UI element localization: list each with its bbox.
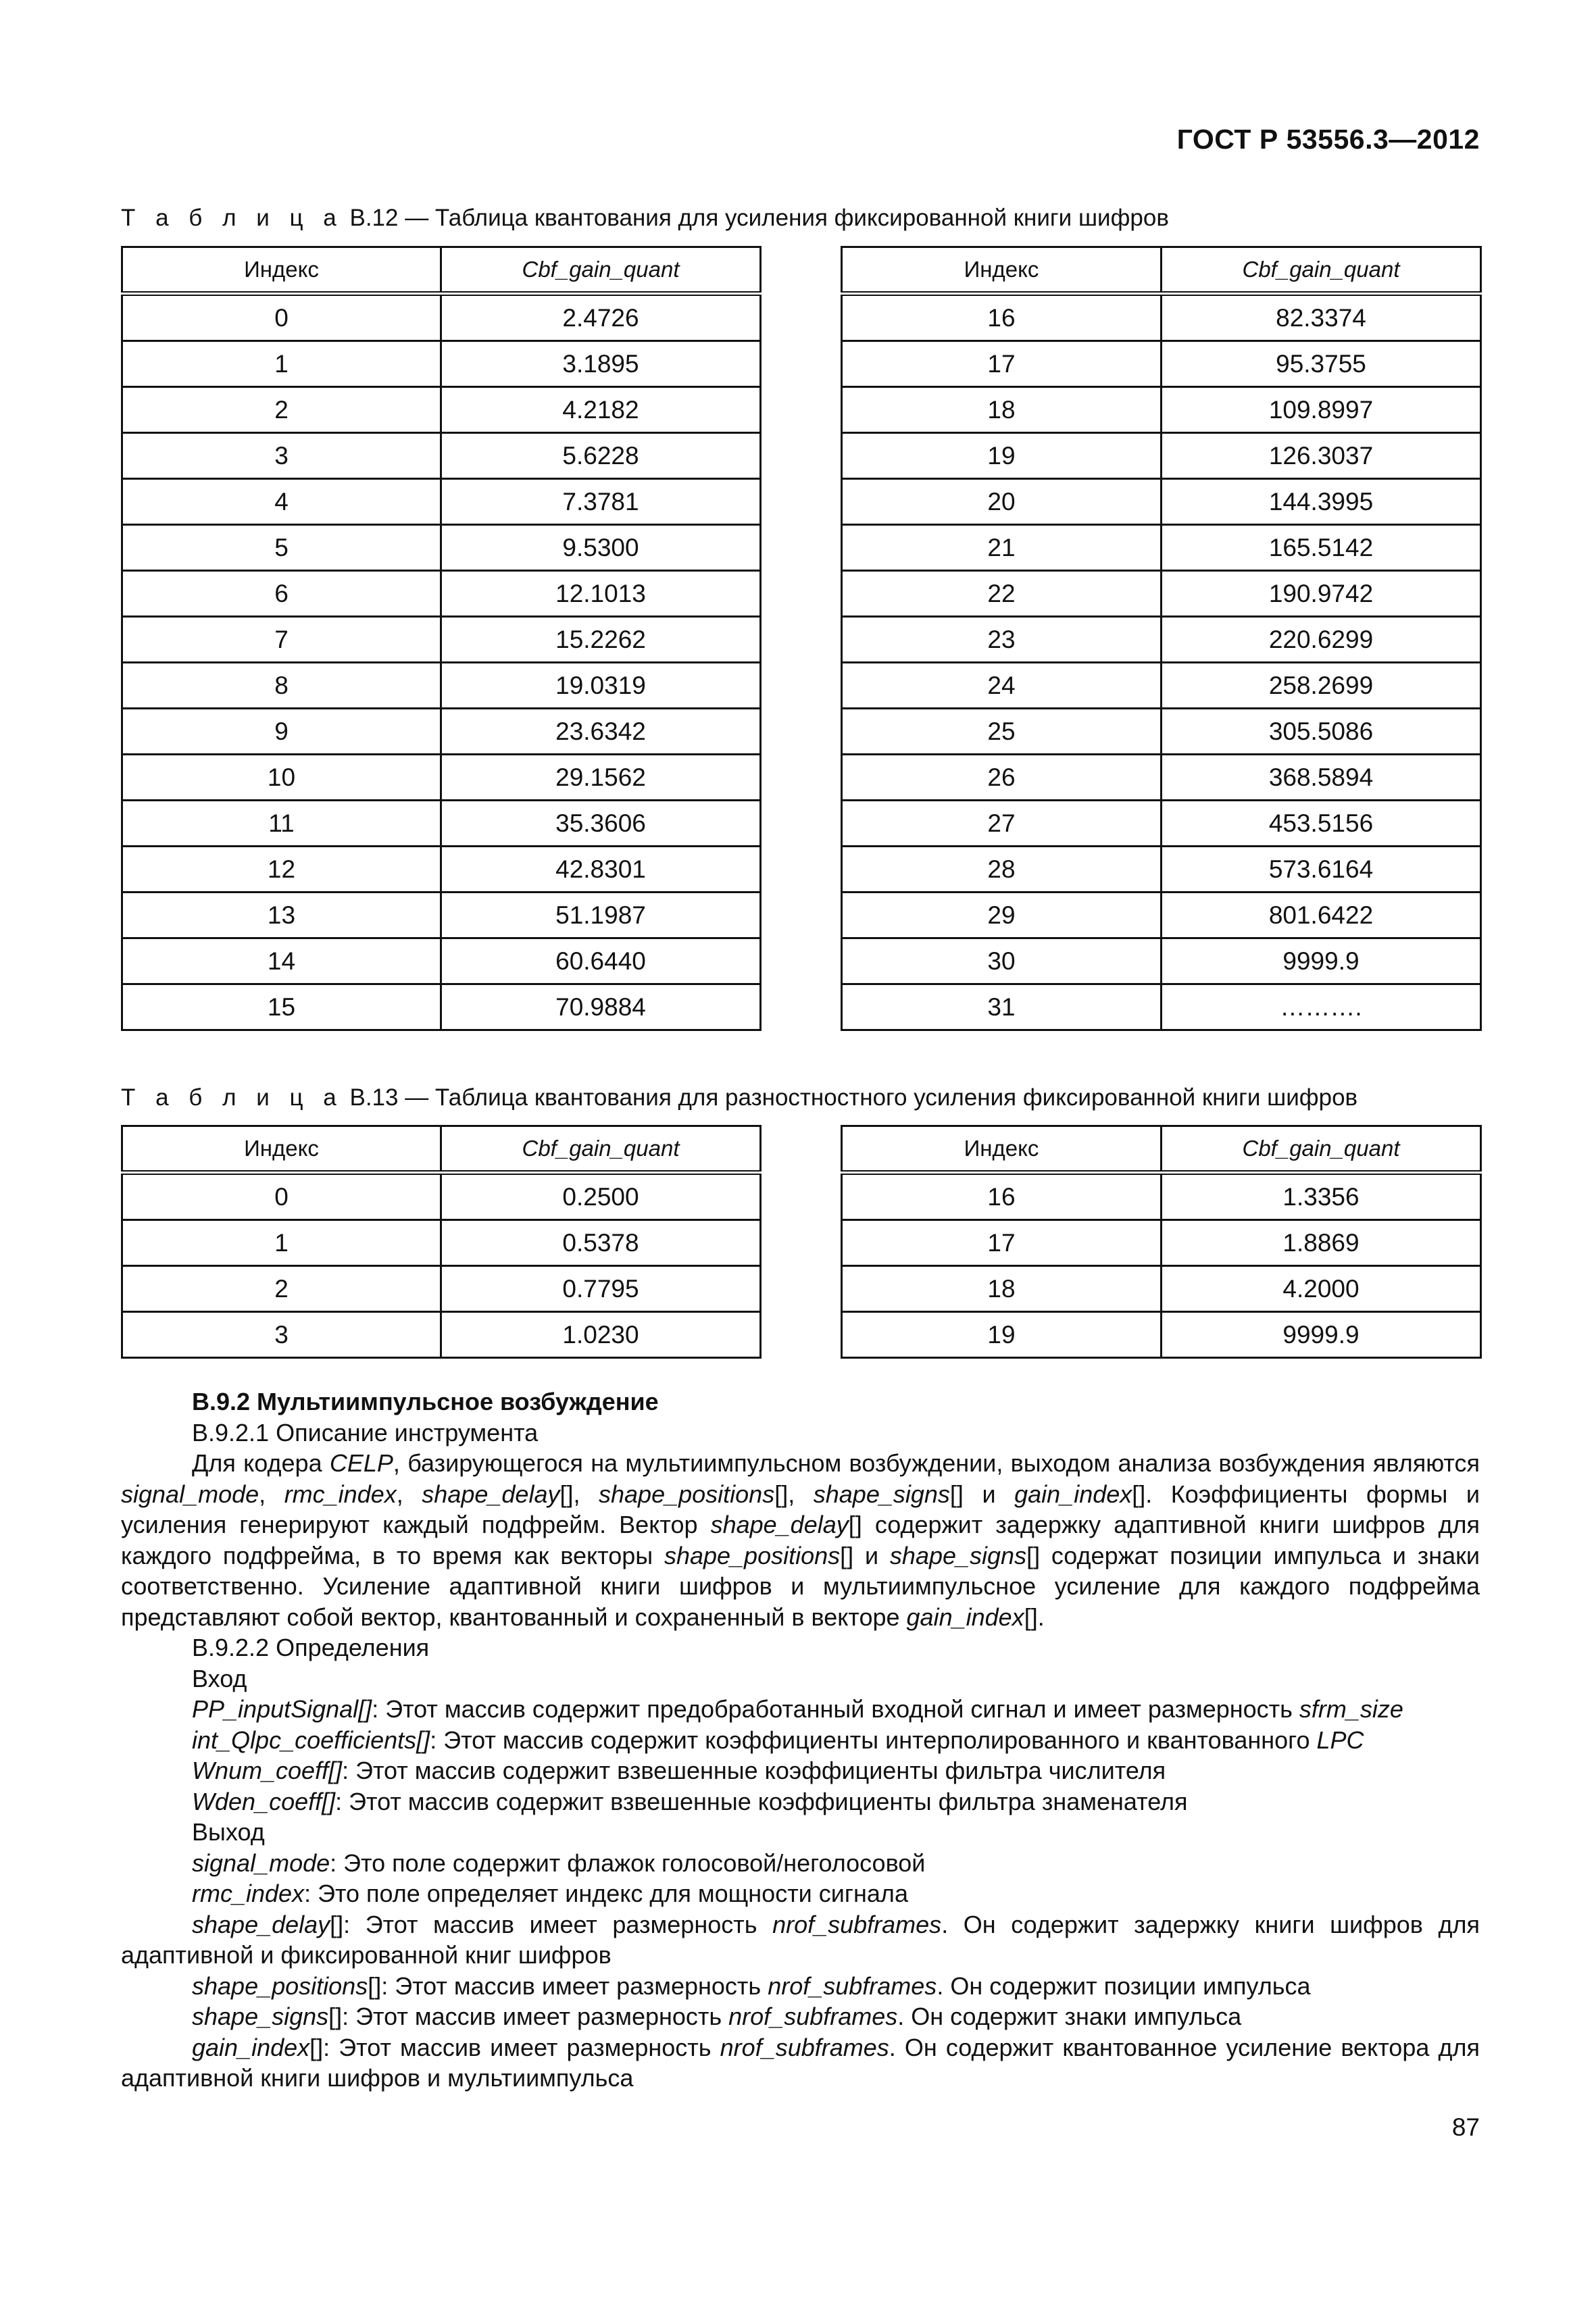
identifier-text: shape_delay (422, 1480, 560, 1508)
table-row (122, 1266, 761, 1312)
value-cell: ………. (1162, 984, 1481, 1030)
identifier-text: shape_signs (889, 1541, 1027, 1569)
index-cell: 19 (842, 1312, 1162, 1358)
column-header-index: Индекс (122, 1126, 441, 1173)
index-cell: 21 (842, 525, 1162, 571)
value-cell: 2.4726 (441, 294, 761, 341)
table-row (842, 479, 1481, 525)
input-label: Вход (192, 1664, 247, 1692)
index-cell: 3 (122, 433, 441, 479)
index-cell: 24 (842, 663, 1162, 709)
text-run: []: Этот массив имеет размерность (309, 2033, 720, 2061)
value-cell: 144.3995 (1162, 479, 1481, 525)
text-run: : Это поле содержит флажок голосовой/неголосовой (330, 1848, 926, 1877)
index-cell: 17 (842, 341, 1162, 387)
value-cell: 23.6342 (441, 709, 761, 755)
table-row (842, 525, 1481, 571)
definition-item (121, 1725, 1480, 1756)
column-header-value: Cbf_gain_quant (1162, 247, 1481, 294)
value-cell: 368.5894 (1162, 755, 1481, 801)
identifier-text: signal_mode (192, 1848, 330, 1877)
index-cell: 16 (842, 294, 1162, 341)
definition-item (121, 1848, 1480, 1879)
index-cell: 18 (842, 1266, 1162, 1312)
index-cell: 14 (122, 938, 441, 984)
index-cell: 3 (122, 1312, 441, 1358)
definition-item (121, 1909, 1480, 1971)
text-run: . Он содержит квантованное усиление вектора для адаптивной книги шифров и мультиимпульса (121, 2033, 1480, 2092)
identifier-text: gain_index (192, 2033, 310, 2061)
definition-item (121, 2001, 1480, 2032)
table-row (122, 1173, 761, 1220)
table-row (122, 479, 761, 525)
table-row (122, 801, 761, 847)
section-body (121, 1386, 1480, 2094)
text-run: : Этот массив содержит коэффициенты интерполированного и квантованного (430, 1726, 1317, 1754)
text-run: : Это поле определяет индекс для мощности сигнала (304, 1880, 908, 1907)
identifier-text: sfrm_size (1299, 1695, 1403, 1723)
table-row (122, 709, 761, 755)
index-cell: 12 (122, 847, 441, 892)
identifier-text: shape_signs (813, 1480, 950, 1508)
caption-prefix: Т а б л и ц а (121, 205, 343, 231)
text-run: [] содержат позиции импульса и знаки соответственно. Усиление адаптивной книги шифров и мультиимпульсное усиление для каждого подфрейма представляют собой вектор, квантованный и сохраненный в векторе (121, 1541, 1480, 1631)
text-run: []. Коэффициенты формы и усиления генерируют каждый подфрейм. Вектор (121, 1480, 1480, 1538)
value-cell: 305.5086 (1162, 709, 1481, 755)
identifier-text: rmc_index (192, 1880, 305, 1907)
table-b12-left (121, 246, 762, 1031)
table-row (122, 847, 761, 892)
value-cell: 51.1987 (441, 892, 761, 938)
identifier-text: Wden_coeff[] (192, 1787, 336, 1815)
column-header-value: Cbf_gain_quant (441, 247, 761, 294)
subsection-heading: В.9.2.1 Описание инструмента (192, 1418, 539, 1447)
identifier-text: nrof_subframes (772, 1910, 942, 1938)
output-definitions (121, 1848, 1480, 2094)
identifier-text: CELP (329, 1449, 393, 1477)
table-row (122, 1220, 761, 1266)
text-run: . Он содержит знаки импульса (897, 2003, 1242, 2030)
identifier-text: Wnum_coeff[] (192, 1757, 343, 1784)
value-cell: 82.3374 (1162, 294, 1481, 341)
table-row (842, 1220, 1481, 1266)
value-cell: 1.8869 (1162, 1220, 1481, 1266)
input-definitions (121, 1694, 1480, 1817)
table-row (122, 571, 761, 617)
value-cell: 9999.9 (1162, 938, 1481, 984)
value-cell: 5.6228 (441, 433, 761, 479)
text-run: , (396, 1480, 422, 1508)
table-row (842, 847, 1481, 892)
column-header-value: Cbf_gain_quant (441, 1126, 761, 1173)
definition-item (121, 1971, 1480, 2002)
value-cell: 42.8301 (441, 847, 761, 892)
index-cell: 7 (122, 617, 441, 663)
value-cell: 95.3755 (1162, 341, 1481, 387)
table-row (122, 433, 761, 479)
index-cell: 30 (842, 938, 1162, 984)
index-cell: 29 (842, 892, 1162, 938)
index-cell: 15 (122, 984, 441, 1030)
column-header-index: Индекс (842, 1126, 1162, 1173)
index-cell: 13 (122, 892, 441, 938)
table-row (122, 617, 761, 663)
value-cell: 126.3037 (1162, 433, 1481, 479)
value-cell: 4.2000 (1162, 1266, 1481, 1312)
definition-item (121, 1755, 1480, 1786)
index-cell: 9 (122, 709, 441, 755)
table-row (842, 1266, 1481, 1312)
table-row (842, 341, 1481, 387)
table-row (122, 663, 761, 709)
table-row (842, 294, 1481, 341)
value-cell: 573.6164 (1162, 847, 1481, 892)
identifier-text: nrof_subframes (728, 2003, 898, 2030)
value-cell: 0.2500 (441, 1173, 761, 1220)
column-header-index: Индекс (842, 247, 1162, 294)
identifier-text: nrof_subframes (720, 2033, 889, 2061)
index-cell: 19 (842, 433, 1162, 479)
table-row (842, 1312, 1481, 1358)
value-cell: 1.3356 (1162, 1173, 1481, 1220)
value-cell: 7.3781 (441, 479, 761, 525)
definition-item (121, 1878, 1480, 1909)
table-row (122, 341, 761, 387)
table-row (122, 984, 761, 1030)
index-cell: 16 (842, 1173, 1162, 1220)
index-cell: 6 (122, 571, 441, 617)
subsection-heading: В.9.2.2 Определения (192, 1634, 430, 1661)
table-row (842, 387, 1481, 433)
index-cell: 23 (842, 617, 1162, 663)
identifier-text: shape_positions (664, 1541, 841, 1569)
table-row (842, 984, 1481, 1030)
text-run: [] и (949, 1480, 1015, 1508)
text-run: [] и (840, 1541, 890, 1569)
table-b13-caption (121, 1084, 1357, 1111)
value-cell: 190.9742 (1162, 571, 1481, 617)
table-row (842, 892, 1481, 938)
text-run: [], (774, 1480, 814, 1508)
text-run: []: Этот массив имеет размерность (328, 2003, 729, 2030)
table-row (122, 294, 761, 341)
table-row (842, 617, 1481, 663)
text-run: . Он содержит задержку книги шифров для адаптивной и фиксированной книг шифров (121, 1910, 1480, 1969)
index-cell: 1 (122, 341, 441, 387)
section-heading: В.9.2 Мультиимпульсное возбуждение (192, 1388, 659, 1415)
index-cell: 27 (842, 801, 1162, 847)
table-row (122, 387, 761, 433)
value-cell: 801.6422 (1162, 892, 1481, 938)
caption-text: В.13 — Таблица квантования для разностностного усиления фиксированной книги шифров (349, 1084, 1358, 1111)
table-row (122, 525, 761, 571)
table-row (842, 709, 1481, 755)
index-cell: 26 (842, 755, 1162, 801)
value-cell: 0.7795 (441, 1266, 761, 1312)
text-run: []. (1024, 1603, 1045, 1631)
text-run: []: Этот массив имеет размерность (330, 1910, 773, 1938)
value-cell: 15.2262 (441, 617, 761, 663)
index-cell: 2 (122, 1266, 441, 1312)
table-row (842, 938, 1481, 984)
text-run: . Он содержит позиции импульса (937, 1971, 1311, 2000)
table-row (842, 1173, 1481, 1220)
table-row (122, 892, 761, 938)
table-row (842, 755, 1481, 801)
value-cell: 9999.9 (1162, 1312, 1481, 1358)
caption-prefix: Т а б л и ц а (121, 1084, 343, 1111)
value-cell: 258.2699 (1162, 663, 1481, 709)
definition-item (121, 2032, 1480, 2094)
index-cell: 8 (122, 663, 441, 709)
identifier-text: nrof_subframes (768, 1971, 937, 2000)
identifier-text: shape_delay (710, 1511, 849, 1538)
index-cell: 25 (842, 709, 1162, 755)
column-header-index: Индекс (122, 247, 441, 294)
caption-text: В.12 — Таблица квантования для усиления фиксированной книги шифров (349, 205, 1169, 231)
identifier-text: signal_mode (121, 1480, 259, 1508)
index-cell: 22 (842, 571, 1162, 617)
text-run: Для кодера (192, 1449, 330, 1477)
definition-item (121, 1694, 1480, 1725)
index-cell: 4 (122, 479, 441, 525)
table-b12-right (841, 246, 1482, 1031)
identifier-text: shape_positions (599, 1480, 775, 1508)
value-cell: 12.1013 (441, 571, 761, 617)
value-cell: 165.5142 (1162, 525, 1481, 571)
value-cell: 0.5378 (441, 1220, 761, 1266)
table-row (122, 938, 761, 984)
index-cell: 10 (122, 755, 441, 801)
table-row (842, 433, 1481, 479)
value-cell: 220.6299 (1162, 617, 1481, 663)
identifier-text: gain_index (1014, 1480, 1132, 1508)
description-paragraph (121, 1448, 1480, 1632)
value-cell: 29.1562 (441, 755, 761, 801)
index-cell: 1 (122, 1220, 441, 1266)
table-b12-caption (121, 205, 1169, 232)
identifier-text: shape_positions (192, 1971, 368, 2000)
column-header-value: Cbf_gain_quant (1162, 1126, 1481, 1173)
table-row (842, 801, 1481, 847)
table-b13-left (121, 1125, 762, 1359)
identifier-text: shape_delay (192, 1910, 330, 1938)
output-label: Выход (192, 1818, 265, 1846)
text-run: []: Этот массив имеет размерность (368, 1971, 768, 2000)
table-row (842, 571, 1481, 617)
text-run: , (259, 1480, 284, 1508)
text-run: [] содержит задержку адаптивной книги шифров для каждого подфрейма, в то время как векторы (121, 1511, 1480, 1569)
identifier-text: rmc_index (284, 1480, 397, 1508)
text-run: [], (559, 1480, 599, 1508)
value-cell: 3.1895 (441, 341, 761, 387)
value-cell: 60.6440 (441, 938, 761, 984)
text-run: , базирующегося на мультиимпульсном возбуждении, выходом анализа возбуждения являются (393, 1449, 1480, 1477)
table-row (842, 663, 1481, 709)
table-row (122, 755, 761, 801)
page-number: 87 (1451, 2113, 1480, 2141)
text-run: : Этот массив содержит взвешенные коэффициенты фильтра числителя (342, 1757, 1166, 1784)
index-cell: 5 (122, 525, 441, 571)
table-row (122, 1312, 761, 1358)
index-cell: 31 (842, 984, 1162, 1030)
value-cell: 1.0230 (441, 1312, 761, 1358)
index-cell: 17 (842, 1220, 1162, 1266)
index-cell: 0 (122, 294, 441, 341)
identifier-text: int_Qlpc_coefficients[] (192, 1726, 430, 1754)
value-cell: 4.2182 (441, 387, 761, 433)
value-cell: 70.9884 (441, 984, 761, 1030)
value-cell: 35.3606 (441, 801, 761, 847)
document-standard-number: ГОСТ Р 53556.3—2012 (1176, 124, 1480, 155)
value-cell: 453.5156 (1162, 801, 1481, 847)
identifier-text: shape_signs (192, 2003, 329, 2030)
identifier-text: PP_inputSignal[] (192, 1695, 372, 1723)
value-cell: 19.0319 (441, 663, 761, 709)
identifier-text: gain_index (906, 1603, 1024, 1631)
value-cell: 109.8997 (1162, 387, 1481, 433)
definition-item (121, 1786, 1480, 1817)
index-cell: 0 (122, 1173, 441, 1220)
text-run: : Этот массив содержит взвешенные коэффициенты фильтра знаменателя (335, 1787, 1188, 1815)
index-cell: 18 (842, 387, 1162, 433)
index-cell: 20 (842, 479, 1162, 525)
index-cell: 11 (122, 801, 441, 847)
text-run: : Этот массив содержит предобработанный входной сигнал и имеет размерность (372, 1695, 1299, 1723)
value-cell: 9.5300 (441, 525, 761, 571)
identifier-text: LPC (1316, 1726, 1364, 1754)
index-cell: 2 (122, 387, 441, 433)
table-b13-right (841, 1125, 1482, 1359)
index-cell: 28 (842, 847, 1162, 892)
